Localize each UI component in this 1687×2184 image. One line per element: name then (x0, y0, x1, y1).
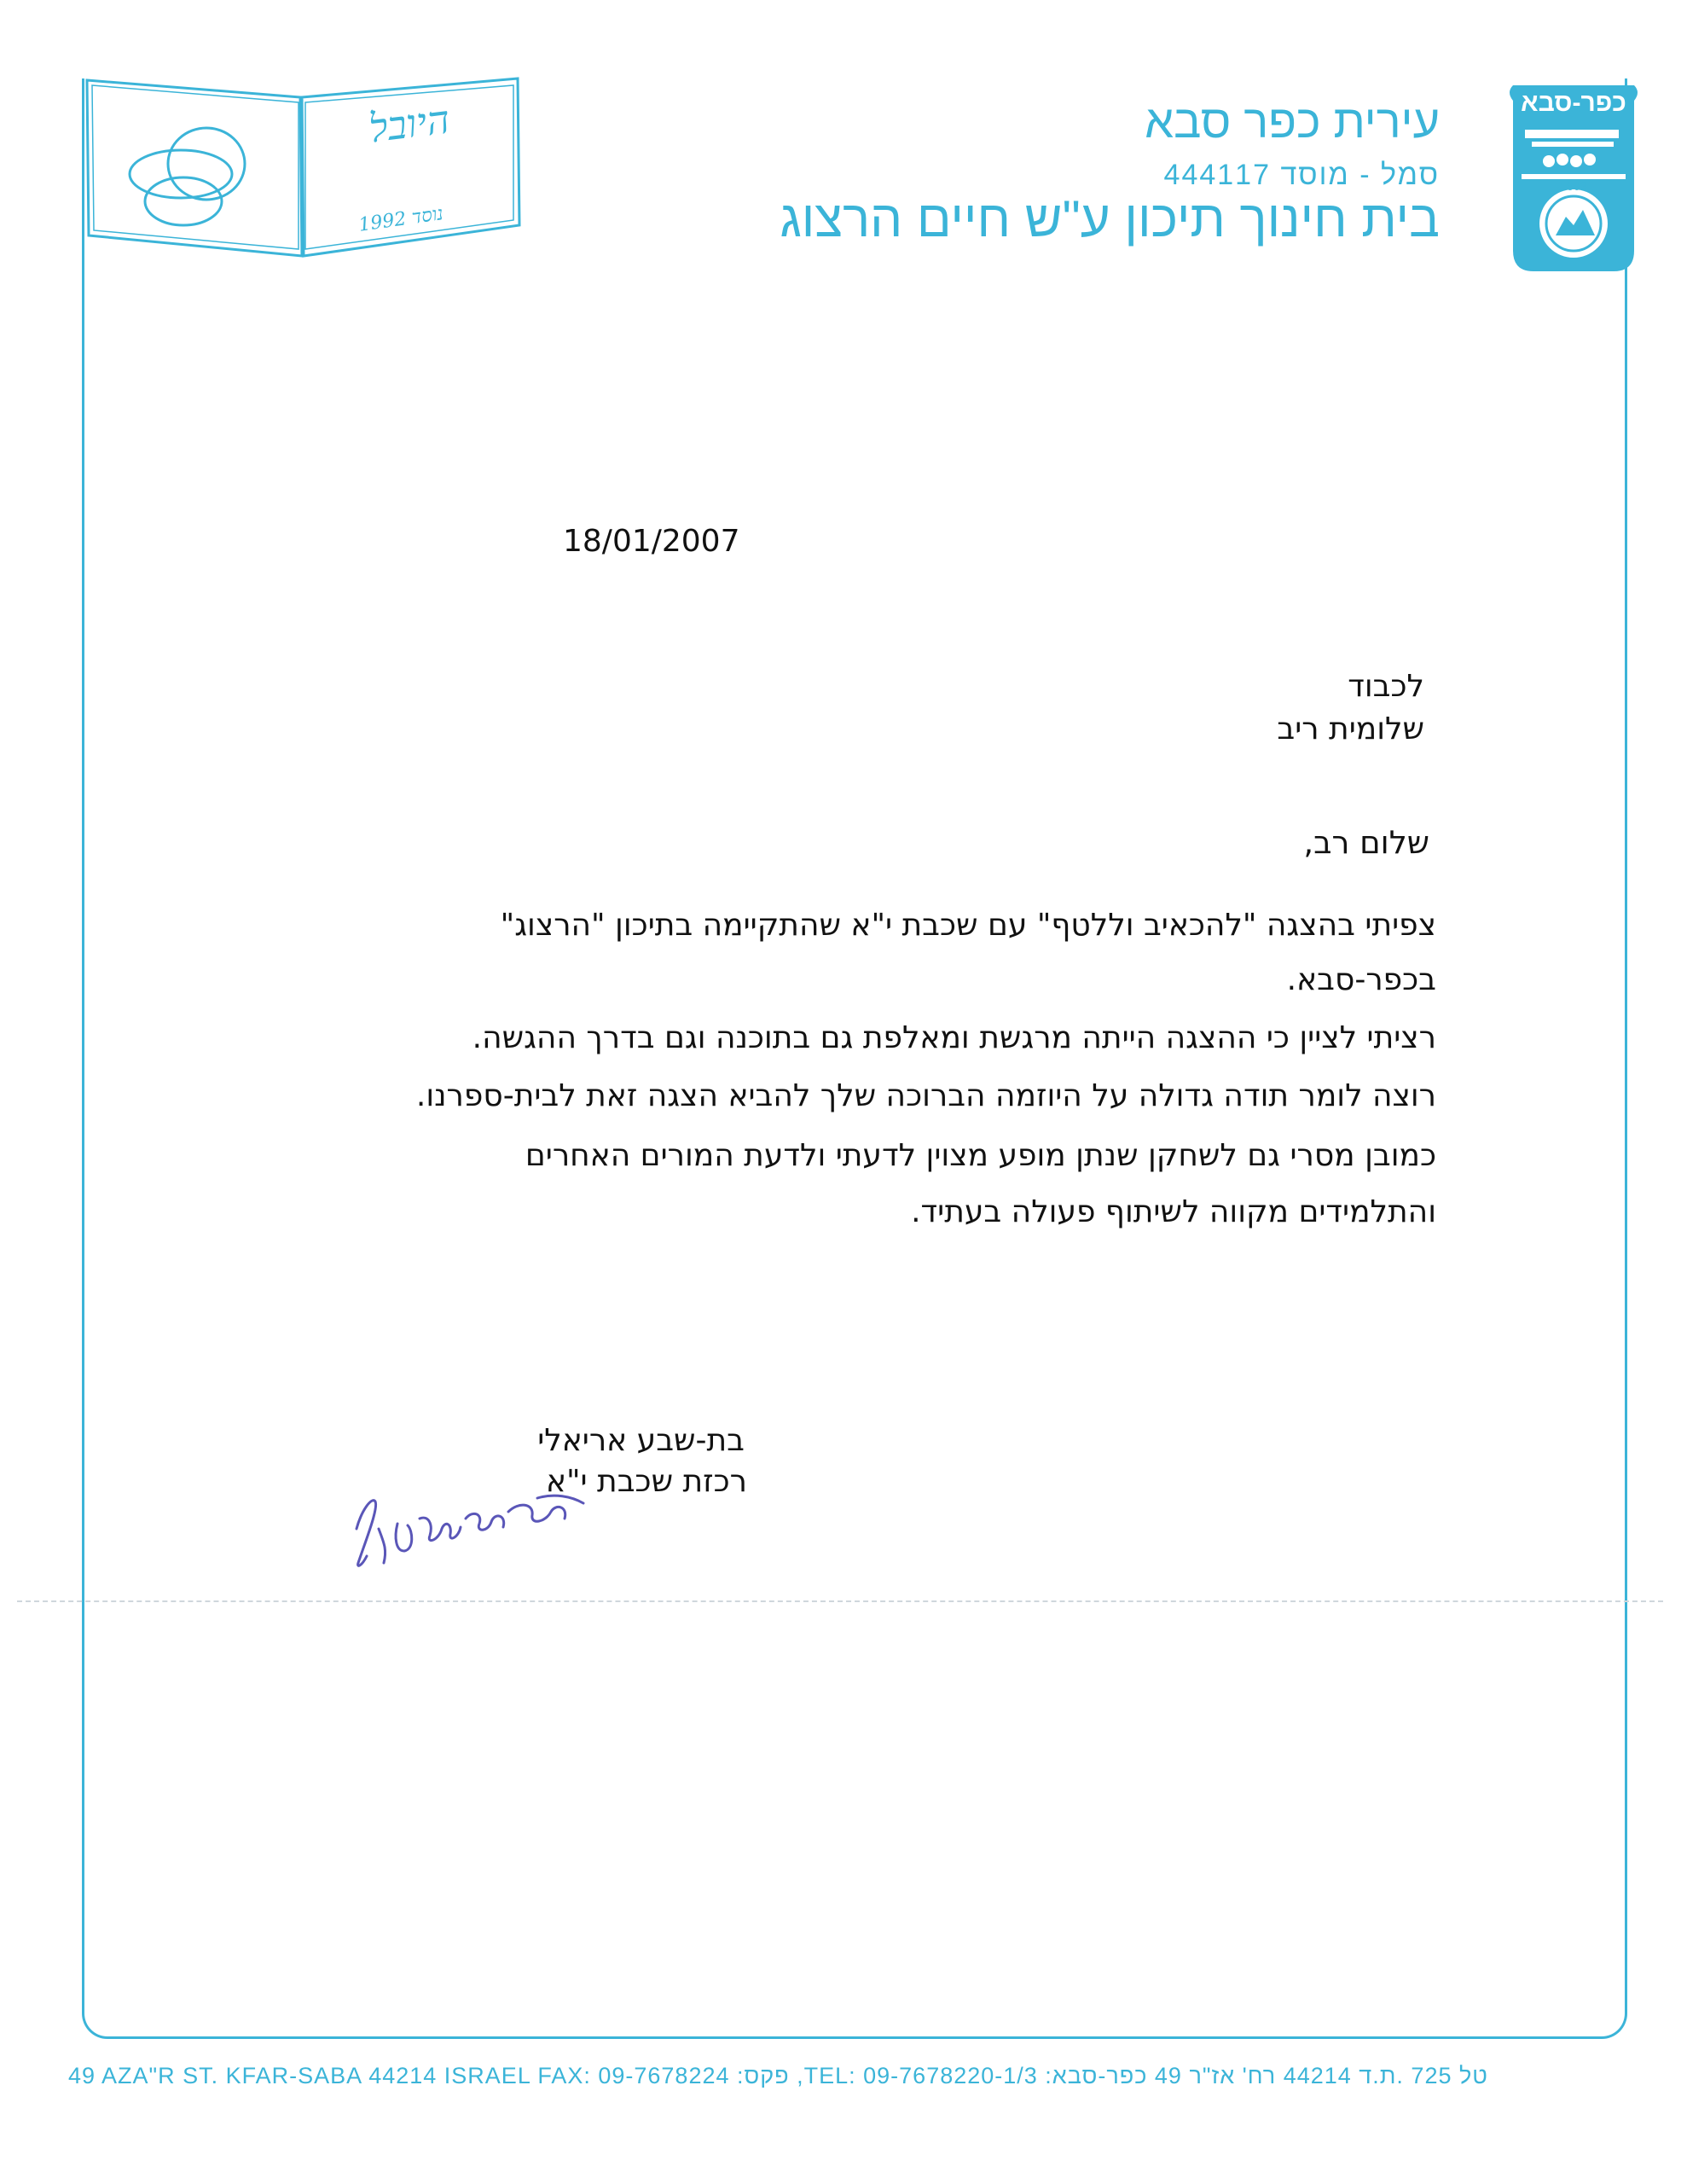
recipient-name: שלומית ריב (1277, 712, 1424, 746)
book-logo-founded: נוסד 1992 (357, 203, 445, 236)
body-line: רוצה לומר תודה גדולה על היוזמה הברוכה שלך להביא הצגה זאת לבית-ספרנו. (415, 1078, 1436, 1113)
school-code: סמל - מוסד 444117 (1163, 159, 1440, 191)
book-logo-title: היובל (366, 96, 453, 152)
body-line: כמובן מסרי גם לשחקן שנתן מופע מצוין לדעתי ולדעת המורים האחרים (525, 1138, 1436, 1173)
body-line: והתלמידים מקווה לשיתוף פעולה בעתיד. (911, 1194, 1436, 1229)
crest-year: 1903 (1560, 179, 1587, 193)
letterhead-frame (82, 78, 1627, 2039)
signer-name: בת-שבע אריאלי (537, 1423, 745, 1458)
handwritten-signature (341, 1467, 631, 1578)
body-line: צפיתי בהצגה "להכאיב וללטף" עם שכבת י"א שהתקיימה בתיכון "הרצוג" (500, 908, 1436, 943)
body-line: בכפר-סבא. (1286, 962, 1436, 997)
salutation: לכבוד (1348, 669, 1424, 704)
body-line: רציתי לציין כי ההצגה הייתה מרגשת ומאלפת גם בתוכנה וגם בדרך ההגשה. (472, 1020, 1436, 1055)
fold-line (17, 1600, 1663, 1602)
crest-city-name: כפר-סבא (1521, 89, 1626, 117)
signer-role: רכזת שכבת י"א (545, 1464, 747, 1499)
greeting: שלום רב, (1303, 824, 1429, 861)
footer-address: 49 AZA"R ST. KFAR-SABA 44214 ISRAEL FAX: 09-7678224 :פקס ,TEL: 09-7678220-1/3 :טל 725 .ת.ד 44214 רח' אז"ר 49 כפר-סבא (68, 2063, 1488, 2088)
letter-date: 18/01/2007 (563, 524, 740, 559)
school-name: בית חינוך תיכון ע"ש חיים הרצוג (780, 190, 1440, 247)
municipality-name: עירית כפר סבא (1145, 96, 1440, 148)
